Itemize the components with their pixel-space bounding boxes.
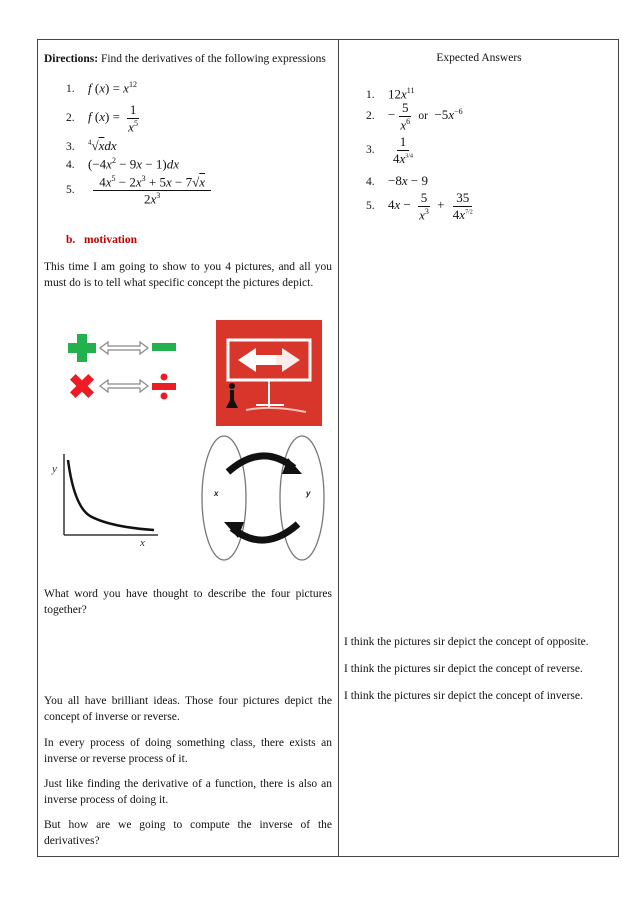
graph-x-label: x	[140, 537, 145, 549]
intro-paragraph: This time I am going to show to you 4 pictures, and all you must do is to tell what specific concept the pictures depict.	[44, 261, 332, 289]
answer-1: 1. $12x^{11}$	[366, 86, 415, 102]
response-2: I think the pictures sir depict the concept of reverse.	[344, 663, 583, 675]
response-1: I think the pictures sir depict the concept of opposite.	[344, 636, 589, 648]
problem-4: 4. $(-4x^2 - 9x - 1)dx$	[66, 156, 180, 172]
answer-2: 2. − $\frac{5}{x^6}$ or $-5x^{-6}$	[366, 100, 463, 132]
problem-5: 5. $\frac{4x^5 - 2x^3 + 5x - 7√x}{2x^3}$	[66, 174, 213, 207]
cycle-x-label: x	[214, 489, 219, 498]
left-column	[44, 52, 332, 68]
reverse-sign-picture	[216, 320, 322, 426]
section-heading: b. motivation	[66, 234, 138, 246]
answer-3: 3. $\frac{1}{4x^{3/4}}$	[366, 134, 413, 166]
operations-picture	[68, 334, 176, 402]
double-arrow-icon	[100, 342, 148, 354]
cycle-y-label: y	[306, 489, 311, 498]
double-arrow-icon	[100, 380, 148, 392]
inverse-mapping-picture	[198, 432, 328, 564]
expected-answers-heading: Expected Answers	[436, 52, 522, 64]
problem-1: 1. f $(x) = x^{12}$	[66, 80, 137, 96]
curve	[68, 460, 154, 530]
paragraph-2: In every process of doing something class, there exists an inverse or reverse process of it.	[44, 737, 332, 765]
answer-5: 5. 4x − $\frac{5}{x^3}$ + $\frac{35}{4x^{7/2}}$	[366, 190, 473, 222]
problem-3: 3. $^4$√xdx	[66, 138, 117, 153]
plus-icon	[68, 334, 96, 362]
paragraph-1: You all have brilliant ideas. Those four pictures depict the concept of inverse or reverse.	[44, 695, 332, 723]
minus-icon	[152, 343, 176, 351]
times-icon	[68, 368, 100, 402]
response-3: I think the pictures sir depict the concept of inverse.	[344, 690, 583, 702]
paragraph-3: Just like finding the derivative of a function, there is also an inverse process of doing it.	[44, 778, 332, 806]
reciprocal-graph-picture	[50, 450, 160, 550]
column-divider	[338, 39, 339, 857]
directions: Directions: Find the derivatives of the following expressions	[44, 53, 326, 65]
graph-y-label: y	[52, 463, 57, 475]
answer-4: 4. −8x − 9	[366, 173, 428, 188]
question-paragraph: What word you have thought to describe the four pictures together?	[44, 588, 332, 616]
divide-icon	[152, 374, 176, 400]
problem-2: 2. f (x) = $\frac{1}{x^5}$	[66, 102, 138, 134]
paragraph-4: But how are we going to compute the inverse of the derivatives?	[44, 819, 332, 847]
